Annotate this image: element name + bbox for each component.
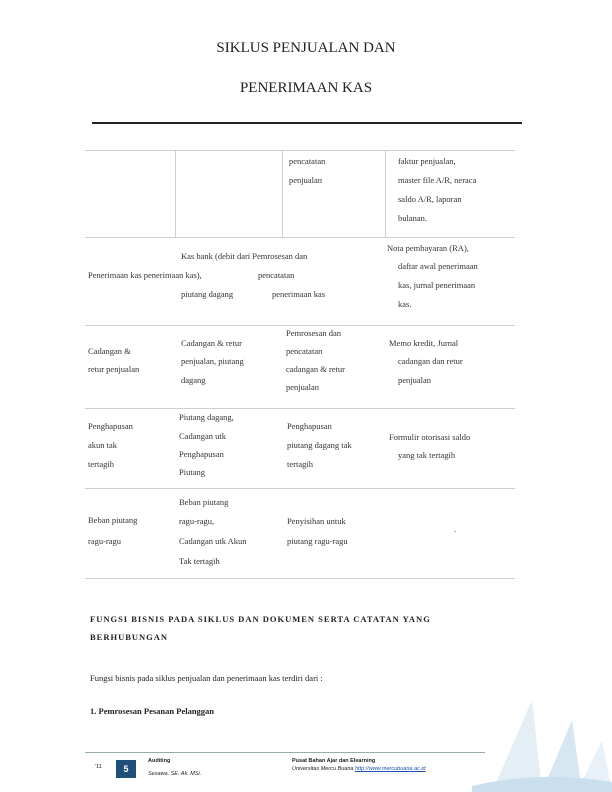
r1-c4-line-1: faktur penjualan, bbox=[398, 156, 456, 166]
footer-university-line bbox=[292, 766, 426, 772]
r5-c3-line-1: Penyisihan untuk bbox=[287, 516, 346, 526]
r2-c1-line-1: Penerimaan kas penerimaan kas), bbox=[88, 270, 202, 280]
r5-c4-mark: . bbox=[454, 524, 457, 534]
r4-c4-line-1: Formulir otorisasi saldo bbox=[389, 432, 471, 442]
r3-c1-line-1: Cadangan & bbox=[88, 346, 131, 356]
r4-c3-line-2: piutang dagang tak bbox=[287, 440, 352, 450]
page-number: 5 bbox=[116, 760, 136, 778]
r1-c4-line-2: master file A/R, neraca bbox=[398, 175, 477, 185]
r2-c3-line-1: pencatatan bbox=[258, 270, 295, 280]
r1-c4-line-4: bulanan. bbox=[398, 213, 428, 223]
section-heading-line-1: FUNGSI BISNIS PADA SIKLUS DAN DOKUMEN SERTA CATATAN YANG bbox=[90, 614, 431, 624]
title-line-2: PENERIMAAN KAS bbox=[239, 80, 373, 96]
r5-c2-line-4: Tak tertagih bbox=[179, 556, 220, 566]
r3-c2-line-1: Cadangan & retur bbox=[181, 338, 242, 348]
title-rule bbox=[92, 122, 522, 124]
r4-c1-line-2: akun tak bbox=[88, 440, 118, 450]
r4-c1-line-3: tertagih bbox=[88, 459, 114, 469]
r2-c4-line-1: Nota pembayaran (RA), bbox=[387, 243, 469, 253]
r5-c2-line-3: Cadangan utk Akun bbox=[179, 536, 247, 546]
r2-c4-line-4: kas. bbox=[398, 299, 412, 309]
r1-c4-line-3: saldo A/R, laporan bbox=[398, 194, 462, 204]
r2-c4-line-3: kas, jurnal penerimaan bbox=[398, 280, 476, 290]
r3-c3-line-1: Pemrosesan dan bbox=[286, 328, 342, 338]
r1-c3-line-1: pencatatan bbox=[289, 156, 326, 166]
r1-c3-line-2: penjualan bbox=[289, 175, 323, 185]
r4-c2-line-3: Penghapusan bbox=[179, 449, 224, 459]
footer-url-link[interactable]: http://www.mercubuana.ac.id bbox=[354, 766, 426, 772]
r3-c4-line-1: Memo kredit, Jurnal bbox=[389, 338, 459, 348]
r4-c3-line-1: Penghapusan bbox=[287, 421, 332, 431]
footer-course: Auditing bbox=[148, 758, 171, 764]
r3-c1-line-2: retur penjualan bbox=[88, 364, 140, 374]
r5-c1-line-2: ragu-ragu bbox=[88, 536, 122, 546]
r4-c2-line-2: Cadangan utk bbox=[179, 431, 226, 441]
r4-c3-line-3: tertagih bbox=[287, 459, 313, 469]
r5-c1-line-1: Beban piutang bbox=[88, 515, 138, 525]
r2-c2-line-2: piutang dagang bbox=[181, 289, 234, 299]
footer-university: Universitas Mercu Buana bbox=[292, 766, 354, 772]
r5-c2-line-2: ragu-ragu, bbox=[179, 516, 215, 526]
section-paragraph: Fungsi bisnis pada siklus penjualan dan penerimaan kas terdiri dari : bbox=[90, 673, 323, 683]
r3-c4-line-2: cadangan dan retur bbox=[398, 356, 463, 366]
footer-author: Sesawa. SE. Ak. MSi. bbox=[148, 771, 202, 777]
r2-c4-line-2: daftar awal penerimaan bbox=[398, 261, 478, 271]
footer-center-name: Pusat Bahan Ajar dan Elearning bbox=[292, 758, 376, 764]
r4-c2-line-1: Piutang dagang, bbox=[179, 412, 234, 422]
r5-c3-line-2: piutang ragu-ragu bbox=[287, 536, 348, 546]
r2-c3-line-2: penerimaan kas bbox=[272, 289, 326, 299]
section-heading-line-2: BERHUBUNGAN bbox=[90, 632, 169, 642]
r3-c3-line-4: penjualan bbox=[286, 382, 320, 392]
r3-c3-line-3: cadangan & retur bbox=[286, 364, 345, 374]
section-item-1: 1. Pemrosesan Pesanan Pelanggan bbox=[90, 706, 215, 716]
footer-code: '11 bbox=[95, 764, 102, 770]
r2-c2-line-1: Kas bank (debit dari Pemrosesan dan bbox=[181, 251, 308, 261]
r3-c4-line-3: penjualan bbox=[398, 375, 432, 385]
r3-c3-line-2: pencatatan bbox=[286, 346, 323, 356]
r5-c2-line-1: Beban piutang bbox=[179, 497, 229, 507]
r3-c2-line-3: dagang bbox=[181, 375, 206, 385]
r4-c1-line-1: Penghapusan bbox=[88, 421, 133, 431]
r4-c4-line-2: yang tak tertagih bbox=[398, 450, 456, 460]
r3-c2-line-2: penjualan, piutang bbox=[181, 356, 244, 366]
footer-rule bbox=[85, 752, 485, 753]
title-line-1: SIKLUS PENJUALAN DAN bbox=[216, 40, 396, 56]
r4-c2-line-4: Piutang bbox=[179, 467, 205, 477]
decorative-sail-graphic bbox=[472, 690, 612, 792]
